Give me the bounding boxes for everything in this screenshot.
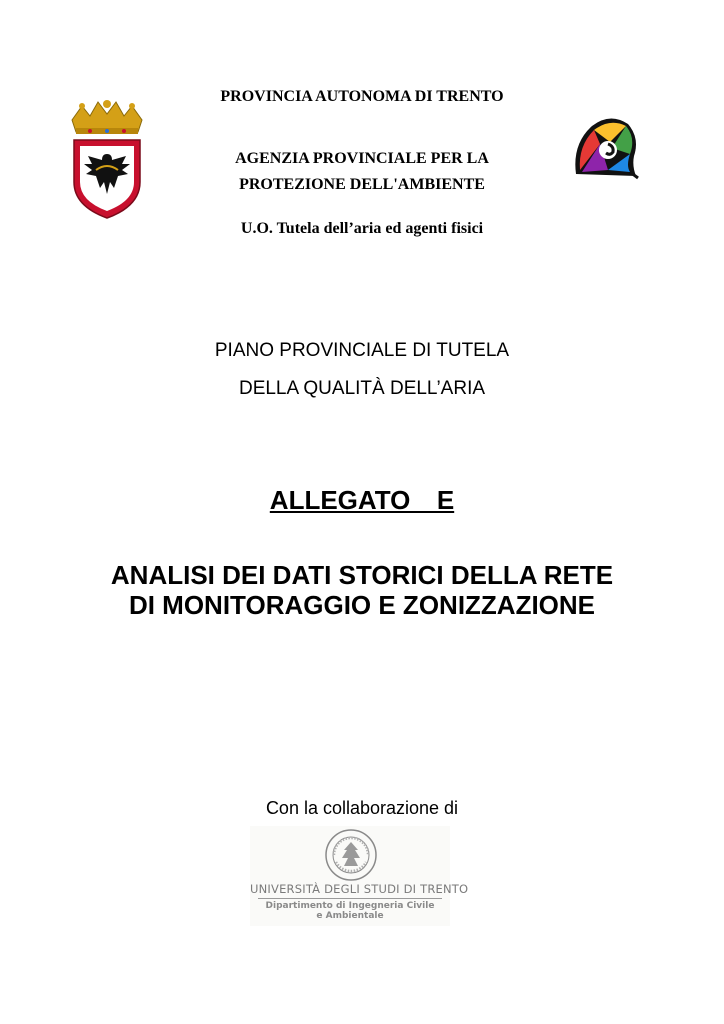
plan-title-line2: DELLA QUALITÀ DELL’ARIA bbox=[238, 378, 486, 399]
divider bbox=[258, 898, 442, 899]
agency-name-line2: PROTEZIONE DELL'AMBIENTE bbox=[239, 176, 485, 193]
department-line2: e Ambientale bbox=[316, 911, 384, 921]
annex-title-line1: ANALISI DEI DATI STORICI DELLA RETE bbox=[110, 560, 614, 590]
university-seal-icon bbox=[324, 828, 378, 882]
annex-label: ALLEGATO E bbox=[269, 485, 455, 515]
annex-title-line2: DI MONITORAGGIO E ZONIZZAZIONE bbox=[128, 590, 596, 620]
university-name: UNIVERSITÀ DEGLI STUDI DI TRENTO bbox=[250, 882, 469, 896]
collaboration-text: Con la collaborazione di bbox=[265, 798, 459, 818]
snail-logo-icon bbox=[570, 114, 640, 182]
department-name bbox=[250, 901, 450, 921]
trento-coat-of-arms-icon bbox=[66, 98, 148, 222]
province-name: PROVINCIA AUTONOMA DI TRENTO bbox=[220, 88, 504, 105]
unit-name: U.O. Tutela dell’aria ed agenti fisici bbox=[240, 220, 484, 237]
agency-name bbox=[160, 146, 564, 198]
agency-name-line1: AGENZIA PROVINCIALE PER LA bbox=[235, 150, 489, 167]
plan-title-line1: PIANO PROVINCIALE DI TUTELA bbox=[214, 340, 510, 361]
department-line1: Dipartimento di Ingegneria Civile bbox=[265, 901, 435, 911]
university-logo bbox=[250, 826, 469, 926]
annex-title bbox=[0, 560, 724, 620]
